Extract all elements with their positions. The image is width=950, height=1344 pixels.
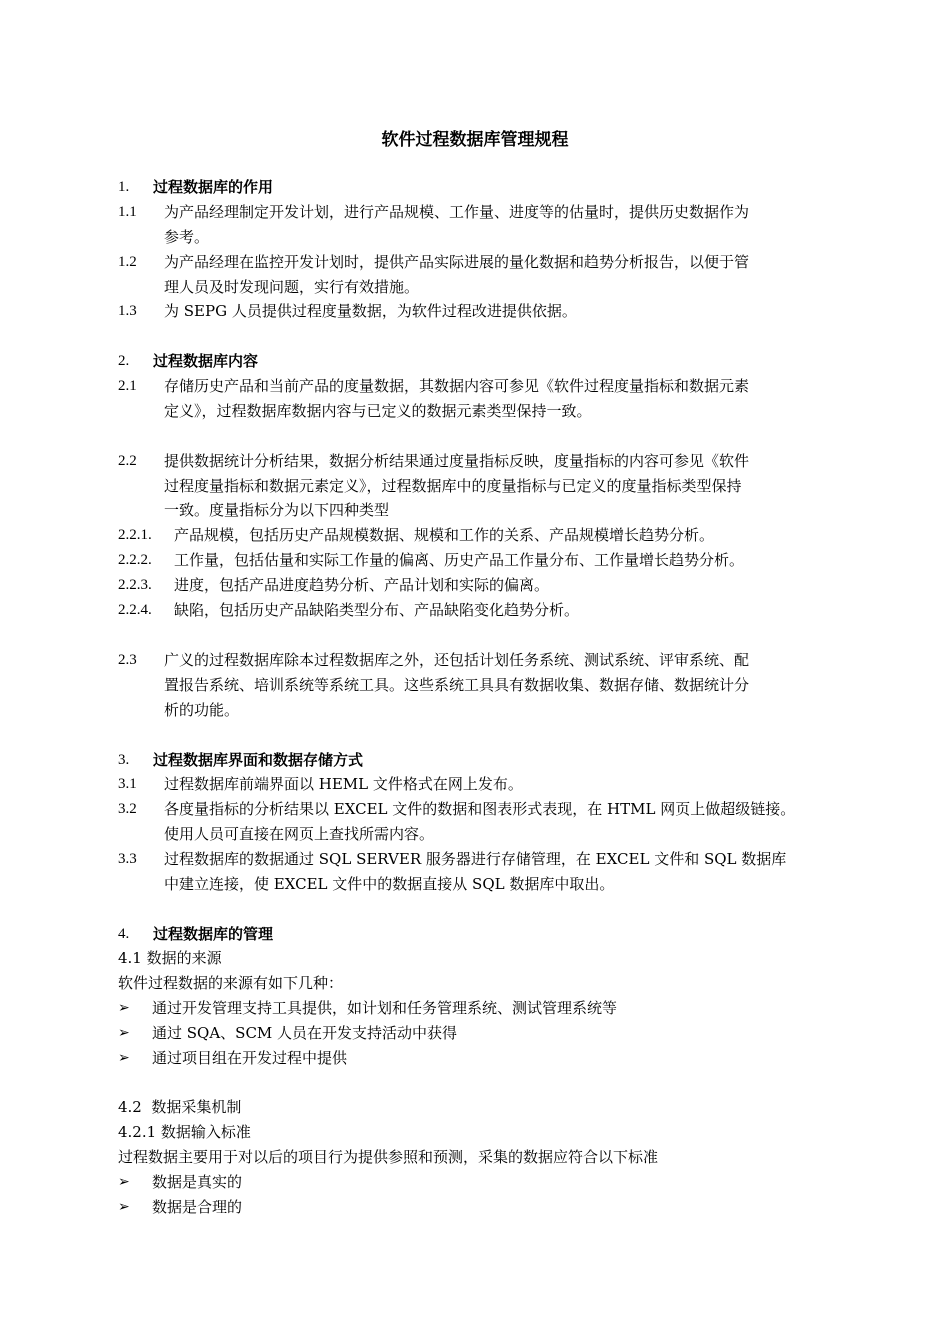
arrow-bullet-icon: ➢ — [118, 1025, 130, 1041]
item-number: 2.2 — [118, 453, 137, 469]
item-text: 为产品经理在监控开发计划时，提供产品实际进展的量化数据和趋势分析报告，以便于管 — [164, 253, 750, 271]
item-number: 1.3 — [118, 303, 137, 319]
item-text: 为产品经理制定开发计划，进行产品规模、工作量、进度等的估量时，提供历史数据作为 — [164, 203, 750, 221]
subsection-4-2-1 — [118, 1122, 251, 1144]
section-title: 过程数据库的管理 — [153, 925, 274, 943]
list-item-text: 通过开发管理支持工具提供，如计划和任务管理系统、测试管理系统等 — [152, 999, 618, 1017]
item-text: 过程度量指标和数据元素定义》，过程数据库中的度量指标与已定义的度量指标类型保持 — [164, 477, 742, 495]
item-number: 2.1 — [118, 378, 137, 394]
item-text: 参考。 — [164, 228, 210, 246]
subsection-4-2 — [118, 1097, 241, 1119]
item-text: 一致。度量指标分为以下四种类型 — [164, 501, 390, 519]
item-text: 进度，包括产品进度趋势分析、产品计划和实际的偏离。 — [174, 576, 550, 594]
item-text: 定义》，过程数据库数据内容与已定义的数据元素类型保持一致。 — [164, 402, 592, 420]
item-number: 2.3 — [118, 652, 137, 668]
arrow-bullet-icon: ➢ — [118, 1000, 130, 1016]
page-title: 软件过程数据库管理规程 — [381, 130, 569, 150]
item-text: 提供数据统计分析结果，数据分析结果通过度量指标反映，度量指标的内容可参见《软件 — [164, 452, 750, 470]
list-item-text: 通过项目组在开发过程中提供 — [152, 1049, 348, 1067]
subsection-4-1 — [118, 948, 222, 970]
paragraph-text: 软件过程数据的来源有如下几种： — [118, 974, 344, 992]
item-text: 过程数据库前端界面以 HEML 文件格式在网上发布。 — [164, 775, 523, 793]
item-text: 为 SEPG 人员提供过程度量数据，为软件过程改进提供依据。 — [164, 302, 577, 320]
item-number: 3.2 — [118, 801, 137, 817]
item-text: 产品规模，包括历史产品规模数据、规模和工作的关系、产品规模增长趋势分析。 — [174, 526, 715, 544]
item-text: 置报告系统、培训系统等系统工具。这些系统工具具有数据收集、数据存储、数据统计分 — [164, 676, 750, 694]
item-number: 2.2.4. — [118, 602, 152, 618]
section-title: 过程数据库界面和数据存储方式 — [153, 751, 364, 769]
section-number: 3. — [118, 752, 130, 768]
item-number: 2.2.2. — [118, 552, 152, 568]
item-text: 中建立连接，使 EXCEL 文件中的数据直接从 SQL 数据库中取出。 — [164, 875, 615, 893]
section-title: 过程数据库的作用 — [153, 178, 274, 196]
subsection-title: 4.2 数据采集机制 — [118, 1098, 242, 1116]
item-text: 各度量指标的分析结果以 EXCEL 文件的数据和图表形式表现，在 HTML 网页上做超级链接。 — [164, 800, 796, 818]
item-number: 2.2.1. — [118, 527, 152, 543]
section-title: 过程数据库内容 — [153, 352, 259, 370]
arrow-bullet-icon: ➢ — [118, 1050, 130, 1066]
item-text: 析的功能。 — [164, 701, 240, 719]
item-text: 过程数据库的数据通过 SQL SERVER 服务器进行存储管理，在 EXCEL 文件和 SQL 数据库 — [164, 850, 787, 868]
subsection-title: 4.2.1 数据输入标准 — [118, 1123, 251, 1141]
item-number: 3.1 — [118, 776, 137, 792]
item-text: 工作量，包括估量和实际工作量的偏离、历史产品工作量分布、工作量增长趋势分析。 — [174, 551, 745, 569]
standards-intro — [118, 1147, 658, 1169]
item-number: 3.3 — [118, 851, 137, 867]
section-number: 1. — [118, 179, 130, 195]
section-number: 4. — [118, 926, 130, 942]
arrow-bullet-icon: ➢ — [118, 1174, 130, 1190]
item-number: 1.1 — [118, 204, 137, 220]
item-number: 2.2.3. — [118, 577, 152, 593]
list-item-text: 数据是真实的 — [152, 1173, 243, 1191]
arrow-bullet-icon: ➢ — [118, 1199, 130, 1215]
item-text: 存储历史产品和当前产品的度量数据，其数据内容可参见《软件过程度量指标和数据元素 — [164, 377, 750, 395]
list-item-text: 数据是合理的 — [152, 1198, 243, 1216]
subsection-title: 4.1 数据的来源 — [118, 949, 222, 967]
item-text: 使用人员可直接在网页上查找所需内容。 — [164, 825, 435, 843]
section-number: 2. — [118, 353, 130, 369]
list-item-text: 通过 SQA、SCM 人员在开发支持活动中获得 — [152, 1024, 458, 1042]
item-text: 广义的过程数据库除本过程数据库之外，还包括计划任务系统、测试系统、评审系统、配 — [164, 651, 750, 669]
item-text: 缺陷，包括历史产品缺陷类型分布、产品缺陷变化趋势分析。 — [174, 601, 580, 619]
item-number: 1.2 — [118, 254, 137, 270]
item-text: 理人员及时发现问题，实行有效措施。 — [164, 278, 420, 296]
paragraph-text: 过程数据主要用于对以后的项目行为提供参照和预测，采集的数据应符合以下标准 — [118, 1148, 659, 1166]
sources-intro — [118, 973, 343, 995]
